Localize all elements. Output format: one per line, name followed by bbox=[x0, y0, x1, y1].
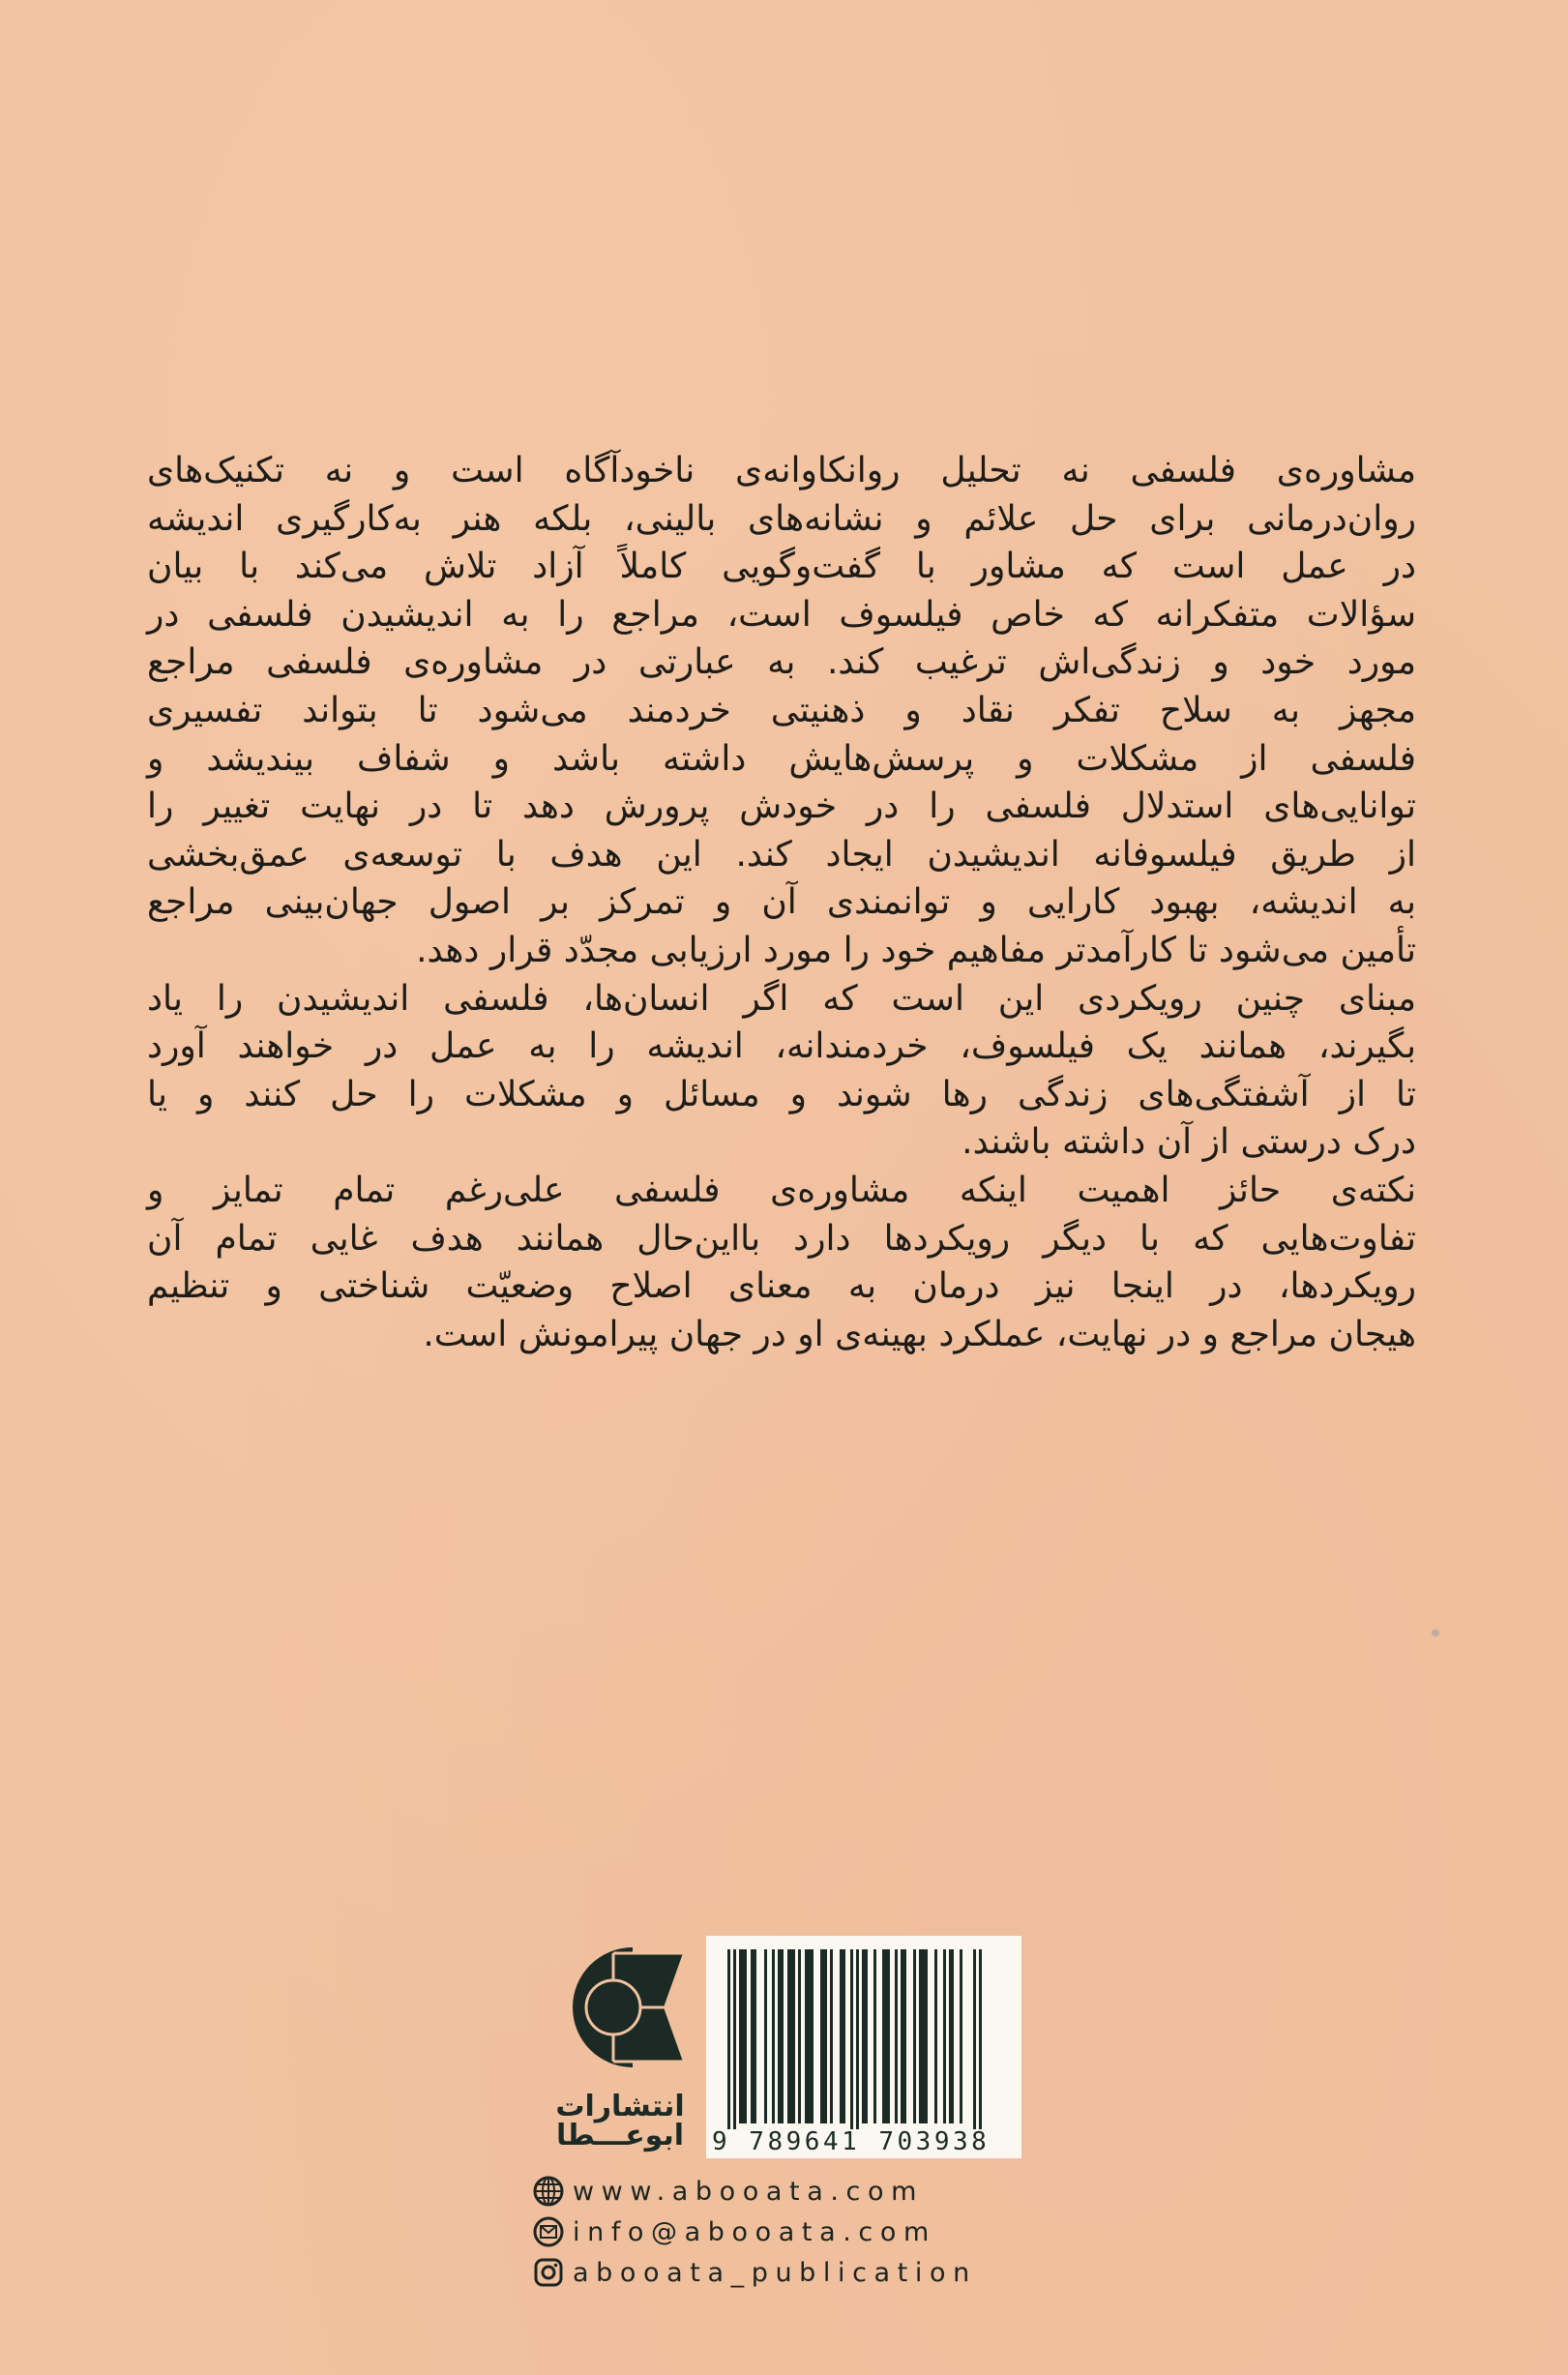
blurb-line: به اندیشه، بهبود کارایی و توانمندی آن و تمرکز بر اصول جهان‌بینی مراجع bbox=[147, 882, 1416, 923]
globe-icon bbox=[532, 2175, 565, 2208]
barcode-bars-icon bbox=[706, 1936, 1021, 2129]
blurb-paragraph-2 bbox=[147, 975, 1416, 1167]
email-address[interactable]: info@abooata.com bbox=[573, 2216, 936, 2247]
publisher-name bbox=[547, 2090, 693, 2152]
instagram-icon bbox=[532, 2256, 565, 2289]
publisher-block bbox=[547, 1938, 693, 2151]
blurb-paragraph-1 bbox=[147, 447, 1416, 975]
contact-email[interactable] bbox=[532, 2212, 1035, 2252]
blurb-line: مشاوره‌ی فلسفی نه تحلیل روانکاوانه‌ی ناخودآگاه است و نه تکنیک‌های bbox=[147, 451, 1416, 490]
blurb-line: تفاوت‌هایی که با دیگر رویکردها دارد بااین‌حال همانند هدف غایی تمام آن bbox=[147, 1218, 1416, 1259]
blurb-paragraph-3 bbox=[147, 1167, 1416, 1358]
website-url[interactable]: www.abooata.com bbox=[573, 2176, 924, 2207]
blurb-line: از طریق فیلسوفانه اندیشیدن ایجاد کند. این هدف با توسعه‌ی عمق‌بخشی bbox=[147, 834, 1416, 875]
contact-instagram[interactable] bbox=[532, 2252, 1035, 2293]
publisher-name-line2: ابوعـــطا bbox=[555, 2119, 685, 2152]
blurb-line: هیجان مراجع و در نهایت، عملکرد بهینه‌ی او در جهان پیرامونش است. bbox=[423, 1314, 1416, 1354]
contact-website[interactable] bbox=[532, 2171, 1035, 2212]
isbn-digits: 9 789641 703938 bbox=[712, 2127, 991, 2156]
blurb-line: تأمین می‌شود تا کارآمدتر مفاهیم خود را مورد ارزیابی مجدّد قرار دهد. bbox=[416, 930, 1416, 970]
publisher-logo-icon bbox=[557, 1944, 685, 2071]
blurb-line: نکته‌ی حائز اهمیت اینکه مشاوره‌ی فلسفی علی‌رغم تمام تمایز و bbox=[147, 1170, 1416, 1210]
blurb-line: مجهز به سلاح تفکر نقاد و ذهنیتی خردمند می‌شود تا بتواند تفسیری bbox=[147, 690, 1416, 730]
blurb-text bbox=[147, 447, 1416, 1358]
blurb-line: سؤالات متفکرانه که خاص فیلسوف است، مراجع را به اندیشیدن فلسفی در bbox=[147, 594, 1416, 635]
email-icon bbox=[532, 2215, 565, 2248]
publisher-name-line1: انتشارات bbox=[555, 2090, 685, 2123]
blurb-line: درک درستی از آن داشته باشند. bbox=[962, 1122, 1416, 1163]
blurb-line: مبنای چنین رویکردی این است که اگر انسان‌ها، فلسفی اندیشیدن را یاد bbox=[147, 978, 1416, 1019]
print-speck bbox=[1432, 1629, 1439, 1637]
blurb-line: مورد خود و زندگی‌اش ترغیب کند. به عبارتی در مشاوره‌ی فلسفی مراجع bbox=[147, 642, 1416, 683]
blurb-line: روان‌درمانی برای حل علائم و نشانه‌های بالینی، بلکه هنر به‌کارگیری اندیشه bbox=[147, 498, 1416, 539]
blurb-line: توانایی‌های استدلال فلسفی را در خودش پرورش دهد تا در نهایت تغییر را bbox=[147, 787, 1416, 827]
instagram-handle[interactable]: abooata_publication bbox=[573, 2257, 977, 2288]
blurb-line: رویکردها، در اینجا نیز درمان به معنای اصلاح وضعیّت شناختی و تنظیم bbox=[147, 1266, 1416, 1307]
blurb-line: فلسفی از مشکلات و پرسش‌هایش داشته باشد و شفاف بیندیشد و bbox=[147, 738, 1416, 779]
isbn-barcode bbox=[706, 1936, 1021, 2158]
blurb-line: تا از آشفتگی‌های زندگی رها شوند و مسائل و مشکلات را حل کنند و یا bbox=[147, 1074, 1416, 1114]
contact-list bbox=[532, 2171, 1035, 2293]
blurb-line: در عمل است که مشاور با گفت‌وگویی کاملاً آزاد تلاش می‌کند با بیان bbox=[147, 547, 1416, 587]
blurb-line: بگیرند، همانند یک فیلسوف، خردمندانه، اندیشه را به عمل در خواهند آورد bbox=[147, 1026, 1416, 1067]
